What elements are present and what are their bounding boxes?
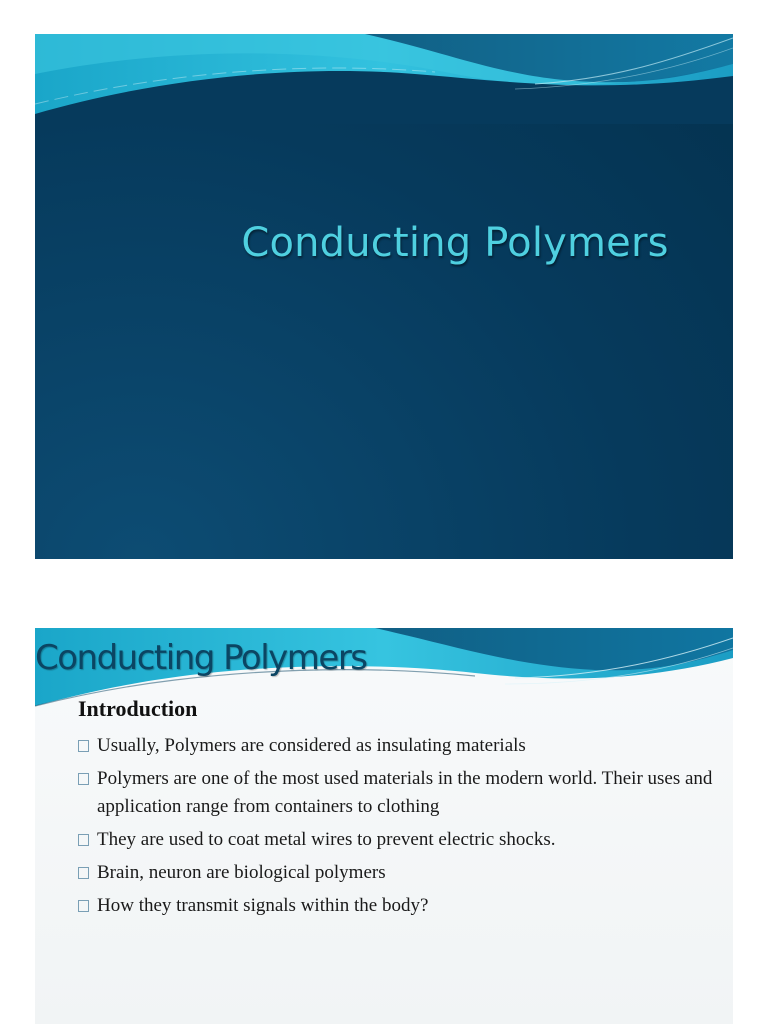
slide-title: Conducting Polymers: [241, 220, 669, 266]
bullet-text: How they transmit signals within the body?: [97, 895, 429, 916]
bullet-list: [77, 732, 717, 925]
list-item: [77, 732, 717, 760]
bullet-text: Brain, neuron are biological polymers: [97, 862, 386, 883]
bullet-box-icon: [78, 834, 89, 846]
bullet-box-icon: [78, 740, 89, 752]
bullet-text: Polymers are one of the most used materials in the modern world. Their uses and application range from containers to clothing: [97, 768, 713, 817]
wave-header-graphic: [35, 34, 733, 124]
slide-title: Conducting Polymers: [35, 638, 367, 678]
bullet-box-icon: [78, 900, 89, 912]
section-heading: Introduction: [78, 696, 198, 721]
bullet-text: They are used to coat metal wires to prevent electric shocks.: [97, 829, 556, 850]
list-item: [77, 859, 717, 887]
bullet-box-icon: [78, 773, 89, 785]
list-item: [77, 765, 717, 821]
bullet-box-icon: [78, 867, 89, 879]
content-slide: [35, 628, 733, 1024]
list-item: [77, 826, 717, 854]
title-slide: [35, 34, 733, 559]
bullet-text: Usually, Polymers are considered as insulating materials: [97, 735, 526, 756]
list-item: [77, 892, 717, 920]
